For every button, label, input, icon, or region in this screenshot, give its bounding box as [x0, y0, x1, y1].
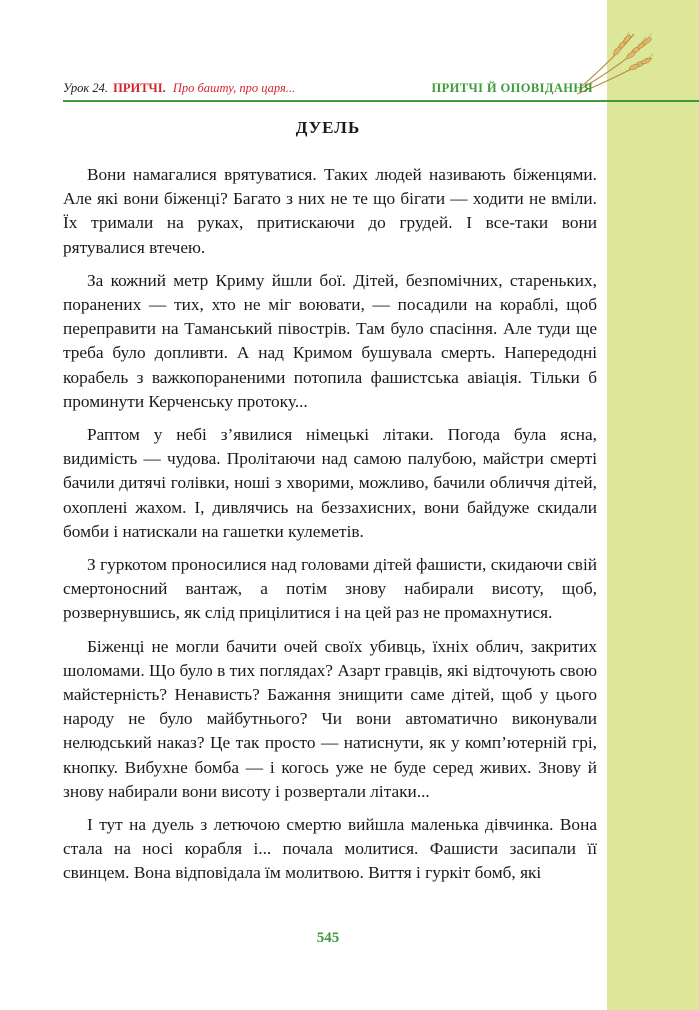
paragraph: Раптом у небі з’явилися німецькі літаки. Погода була ясна, видимість — чудова. Пролітаючи над самою палубою, майстри смерті бачили дитячі голівки, ноші з хворими, можливо, бачили обличчя дітей, охоплені жахом. І, дивлячись на беззахисних, вони байдуже скидали бомби і натискали на гашетки кулеметів. — [63, 425, 597, 541]
side-color-strip — [607, 0, 699, 1010]
paragraph: За кожний метр Криму йшли бої. Дітей, безпомічних, стареньких, поранених — тих, хто не міг воювати, — посадили на кораблі, щоб переправити на Таманський півострів. Там було спасіння. Але туди ще треба було допливти. А над Кримом бушувала смерть. Напередодні корабель з важкопораненими потопила фашистська авіація. Тільки б проминути Керченську протоку... — [63, 270, 597, 411]
paragraph: Біженці не могли бачити очей своїх убивць, їхніх облич, закритих шоломами. Що було в тих поглядах? Азарт гравців, які відточують свою майстерність? Ненависть? Бажання знищити саме дітей, щоб у цього народу не було майбутнього? Чи вони автоматично виконували нелюдський наказ? Це так просто — натиснути, як у комп’ютерній грі, кнопку. Вибухне бомба — і когось уже не буде серед живих. Знову й знову набирали вони висоту і розвертали літаки... — [63, 636, 597, 801]
story-body — [63, 163, 597, 895]
running-header — [63, 78, 593, 98]
page-number: 545 — [316, 930, 340, 946]
story-title: ДУЕЛЬ — [295, 118, 361, 137]
paragraph: Вони намагалися врятуватися. Таких людей називають біженцями. Але які вони біженці? Багато з них не те що бігати — ходити не вміли. Їх тримали на руках, притискаючи до грудей. І все-таки вони рятувалися втечею. — [63, 165, 597, 257]
lesson-label: Урок 24. — [63, 81, 109, 95]
paragraph: З гуркотом проносилися над головами дітей фашисти, скидаючи свій смертоносний вантаж, а потім знову набирали висоту, щоб, розвернувшись, як слід прицілитися і на цей раз не промахнутися. — [63, 555, 597, 623]
section-subtitle: Про башту, про царя... — [172, 81, 296, 95]
category-label: ПРИТЧІ Й ОПОВІДАННЯ — [431, 81, 593, 95]
header-divider — [63, 100, 699, 102]
section-label: ПРИТЧІ. — [113, 81, 166, 95]
paragraph: І тут на дуель з летючою смертю вийшла маленька дівчинка. Вона стала на носі корабля і... почала молитися. Фашисти засипали її свинцем. Вона відповідала їм молитвою. Виття і гуркіт бомб, які — [63, 815, 597, 883]
header-left — [63, 81, 295, 96]
